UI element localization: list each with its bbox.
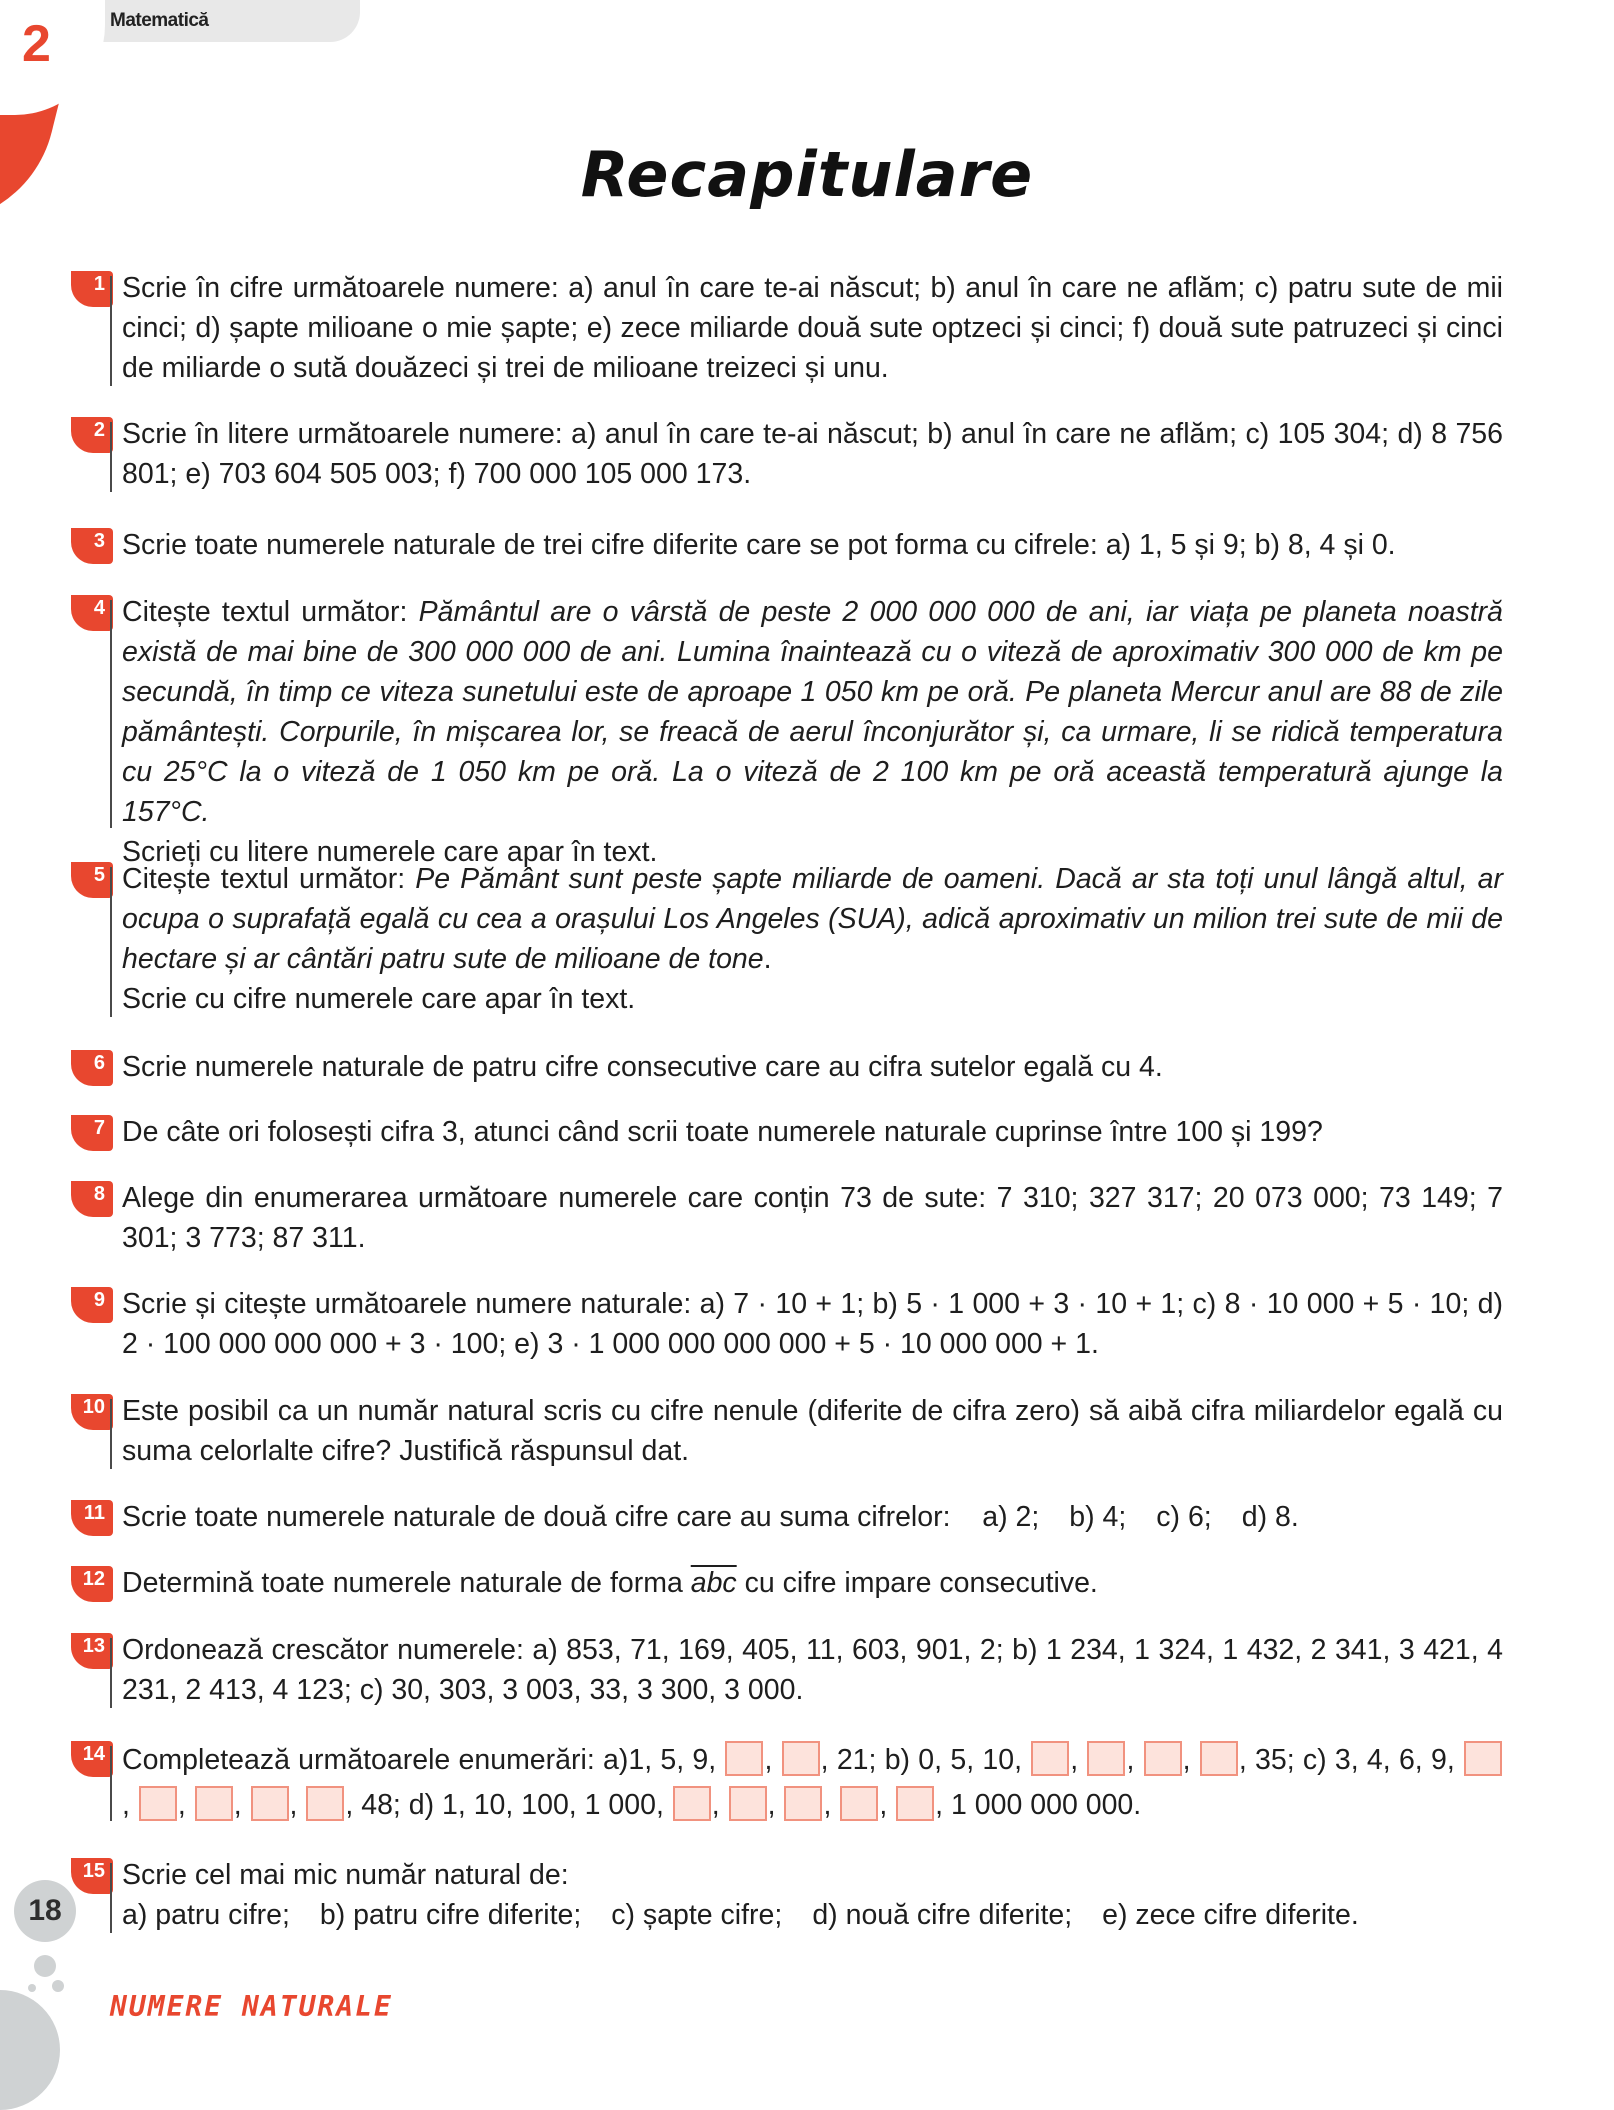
exercise-bar bbox=[110, 1746, 112, 1821]
exercise-4 bbox=[68, 592, 1503, 872]
answer-box[interactable] bbox=[306, 1786, 344, 1821]
exercise-prompt: Determină toate numerele naturale de forma bbox=[122, 1567, 691, 1599]
exercise-number-badge: 1 bbox=[71, 271, 113, 307]
exercise-number-badge: 7 bbox=[71, 1115, 113, 1151]
exercise-text bbox=[122, 1563, 1503, 1603]
sequence-a-start: Completează următoarele enumerări: a)1, 5, 9, bbox=[122, 1744, 717, 1776]
exercise-number-badge: 12 bbox=[71, 1566, 113, 1602]
exercise-2 bbox=[68, 414, 1503, 494]
sequence-d-start: 48; d) 1, 10, 100, 1 000, bbox=[361, 1789, 664, 1821]
option-c: c) 6; bbox=[1156, 1501, 1212, 1533]
exercise-bar bbox=[110, 867, 112, 1017]
answer-box[interactable] bbox=[1087, 1741, 1125, 1776]
exercise-task: Scrieți cu litere numerele care apar în text. bbox=[122, 836, 658, 868]
exercise-12 bbox=[68, 1563, 1503, 1603]
answer-box[interactable] bbox=[725, 1741, 763, 1776]
chapter-number: 2 bbox=[22, 15, 51, 73]
exercise-number-badge: 6 bbox=[71, 1050, 113, 1086]
exercise-quote: Pe Pământ sunt peste șapte miliarde de oameni. Dacă ar sta toți unul lângă altul, ar ocupa o suprafață egală cu cea a orașului Los Angeles (SUA), adică aproximativ un milion trei sute de mii de hectare și ar cântări patru sute de milioane de tone bbox=[122, 863, 1503, 975]
exercise-number-badge: 11 bbox=[71, 1500, 113, 1536]
exercise-5 bbox=[68, 859, 1503, 1019]
exercise-number-badge: 10 bbox=[71, 1394, 113, 1430]
exercise-10 bbox=[68, 1391, 1503, 1471]
exercise-bar bbox=[110, 1399, 112, 1469]
exercise-prompt: Scrie cel mai mic număr natural de: bbox=[122, 1859, 569, 1891]
exercise-text: Scrie și citește următoarele numere naturale: a) 7 · 10 + 1; b) 5 · 1 000 + 3 · 10 + 1; c) 8 · 10 000 + 5 · 10; d) 2 · 100 000 000 000 + 3 · 100; e) 3 · 1 000 000 000 000 + 5 · 10 000 000 + 1. bbox=[122, 1288, 1503, 1360]
exercise-3 bbox=[68, 525, 1503, 565]
exercise-task: Scrie cu cifre numerele care apar în text. bbox=[122, 983, 636, 1015]
header-white-shape bbox=[0, 0, 105, 115]
exercise-prompt-end: cu cifre impare consecutive. bbox=[736, 1567, 1098, 1599]
exercise-15 bbox=[68, 1855, 1503, 1935]
answer-box[interactable] bbox=[782, 1741, 820, 1776]
exercise-number-badge: 15 bbox=[71, 1858, 113, 1894]
exercise-9 bbox=[68, 1284, 1503, 1364]
exercise-13 bbox=[68, 1630, 1503, 1710]
exercise-bar bbox=[110, 422, 112, 492]
footer-grey-shape bbox=[0, 1990, 60, 2110]
answer-box[interactable] bbox=[195, 1786, 233, 1821]
exercise-1 bbox=[68, 268, 1503, 388]
exercise-bar bbox=[110, 600, 112, 828]
exercise-text bbox=[122, 592, 1503, 872]
exercise-text: Scrie în litere următoarele numere: a) anul în care te-ai născut; b) anul în care ne aflăm; c) 105 304; d) 8 756 801; e) 703 604 505 003; f) 700 000 105 000 173. bbox=[122, 418, 1503, 490]
exercise-7 bbox=[68, 1112, 1503, 1152]
exercise-prompt: Scrie toate numerele naturale de două cifre care au suma cifrelor: bbox=[122, 1501, 951, 1533]
exercise-quote: Pământul are o vârstă de peste 2 000 000 000 de ani, iar viața pe planeta noastră există de mai bine de 300 000 000 de ani. Lumina înaintează cu o viteză de aproximativ 300 000 de km pe secundă, în timp ce viteza sunetului este de aproape 1 050 km pe oră. Pe planeta Mercur anul are 88 de zile pământești. Corpurile, în mișcarea lor, se freacă de aerul înconjurător și, ca urmare, li se ridică temperatura cu 25°C la o viteză de 1 050 km pe oră. La o viteză de 2 100 km pe oră această temperatură ajunge la 157°C. bbox=[122, 596, 1503, 828]
exercise-bar bbox=[110, 1638, 112, 1708]
option-b: b) patru cifre diferite; bbox=[319, 1899, 582, 1931]
exercise-text: De câte ori folosești cifra 3, atunci când scrii toate numerele naturale cuprinse între 100 și 199? bbox=[122, 1116, 1323, 1148]
exercise-number-badge: 5 bbox=[71, 862, 113, 898]
option-d: d) 8. bbox=[1241, 1501, 1299, 1533]
answer-box[interactable] bbox=[729, 1786, 767, 1821]
answer-box[interactable] bbox=[1200, 1741, 1238, 1776]
exercise-number-badge: 4 bbox=[71, 595, 113, 631]
exercise-text: Alege din enumerarea următoare numerele care conțin 73 de sute: 7 310; 327 317; 20 073 000; 73 149; 7 301; 3 773; 87 311. bbox=[122, 1182, 1503, 1254]
exercise-number-badge: 14 bbox=[71, 1741, 113, 1777]
section-label: NUMERE NATURALE bbox=[110, 1990, 393, 2023]
decorative-dot bbox=[28, 1984, 36, 1992]
exercise-number-badge: 3 bbox=[71, 528, 113, 564]
exercise-lead: Citește textul următor: bbox=[122, 596, 419, 628]
sequence-b-start: 21; b) 0, 5, 10, bbox=[836, 1744, 1022, 1776]
sequence-d-end: 1 000 000 000. bbox=[951, 1789, 1142, 1821]
answer-box[interactable] bbox=[840, 1786, 878, 1821]
exercise-8 bbox=[68, 1178, 1503, 1258]
exercise-number-badge: 2 bbox=[71, 417, 113, 453]
exercise-text: Scrie toate numerele naturale de trei cifre diferite care se pot forma cu cifrele: a) 1, 5 și 9; b) 8, 4 și 0. bbox=[122, 529, 1396, 561]
answer-box[interactable] bbox=[251, 1786, 289, 1821]
exercise-text: Completează următoarele enumerări: a)1, 5, 9, , , 21; b) 0, 5, 10, , , , , 35; c) 3, 4, 6, 9, , , , , , 48; d) 1, 10, 100, 1 000, , , , , , 1 000 000 000. bbox=[122, 1738, 1503, 1828]
page-number: 18 bbox=[14, 1880, 76, 1942]
option-e: e) zece cifre diferite. bbox=[1102, 1899, 1359, 1931]
option-a: a) patru cifre; bbox=[122, 1899, 290, 1931]
overlined-number: $\overline{abc}$ bbox=[690, 1567, 737, 1599]
exercise-text: Este posibil ca un număr natural scris cu cifre nenule (diferite de cifra zero) să aibă cifra miliardelor egală cu suma celorlalte cifre? Justifică răspunsul dat. bbox=[122, 1395, 1503, 1467]
subject-label: Matematică bbox=[110, 10, 209, 31]
exercise-bar bbox=[110, 276, 112, 386]
answer-box[interactable] bbox=[784, 1786, 822, 1821]
exercise-6 bbox=[68, 1047, 1503, 1087]
exercise-number-badge: 9 bbox=[71, 1287, 113, 1323]
answer-box[interactable] bbox=[1464, 1741, 1502, 1776]
exercise-text bbox=[122, 859, 1503, 1019]
exercise-11 bbox=[68, 1497, 1503, 1537]
exercise-text bbox=[122, 1497, 1503, 1537]
exercise-number-badge: 8 bbox=[71, 1181, 113, 1217]
answer-box[interactable] bbox=[673, 1786, 711, 1821]
exercise-number-badge: 13 bbox=[71, 1633, 113, 1669]
answer-box[interactable] bbox=[1144, 1741, 1182, 1776]
decorative-dot bbox=[52, 1980, 64, 1992]
page-title: Recapitulare bbox=[580, 138, 1034, 211]
sequence-c-start: 35; c) 3, 4, 6, 9, bbox=[1255, 1744, 1455, 1776]
answer-box[interactable] bbox=[1031, 1741, 1069, 1776]
option-a: a) 2; bbox=[982, 1501, 1040, 1533]
exercise-quote-end: . bbox=[763, 943, 772, 975]
answer-box[interactable] bbox=[896, 1786, 934, 1821]
exercise-text: Scrie în cifre următoarele numere: a) anul în care te-ai născut; b) anul în care ne aflăm; c) patru sute de mii cinci; d) șapte milioane o mie șapte; e) zece miliarde două sute optzeci și cinci; f) două sute patruzeci și cinci de miliarde o sută douăzeci și trei de milioane treizeci și unu. bbox=[122, 272, 1503, 384]
option-b: b) 4; bbox=[1069, 1501, 1127, 1533]
decorative-dot bbox=[34, 1955, 56, 1977]
exercise-text: Ordonează crescător numerele: a) 853, 71, 169, 405, 11, 603, 901, 2; b) 1 234, 1 324, 1 432, 2 341, 3 421, 4 231, 2 413, 4 123; c) 30, 303, 3 003, 33, 3 300, 3 000. bbox=[122, 1634, 1503, 1706]
option-c: c) șapte cifre; bbox=[611, 1899, 783, 1931]
exercise-lead: Citește textul următor: bbox=[122, 863, 416, 895]
answer-box[interactable] bbox=[139, 1786, 177, 1821]
exercise-bar bbox=[110, 1863, 112, 1933]
option-d: d) nouă cifre diferite; bbox=[812, 1899, 1073, 1931]
exercise-text bbox=[122, 1855, 1503, 1935]
exercise-14 bbox=[68, 1738, 1503, 1828]
exercise-text: Scrie numerele naturale de patru cifre consecutive care au cifra sutelor egală cu 4. bbox=[122, 1051, 1163, 1083]
